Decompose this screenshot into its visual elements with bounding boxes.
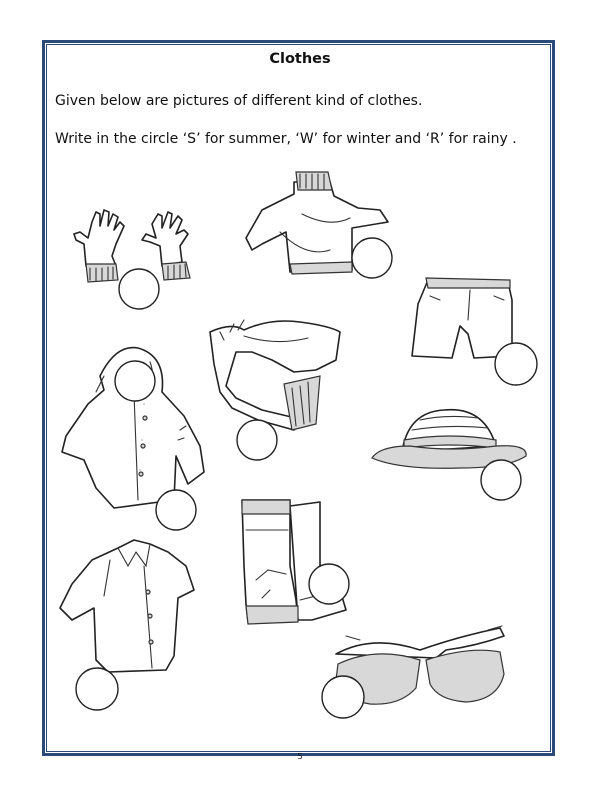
answer-circle-gloves[interactable]: [119, 269, 159, 309]
answer-circle-rain-boots[interactable]: [309, 564, 349, 604]
answer-circle-scarf[interactable]: [237, 420, 277, 460]
answer-circle-raincoat[interactable]: [115, 361, 155, 401]
answer-circle-straw-hat[interactable]: [481, 460, 521, 500]
rain-boots-icon: [242, 500, 346, 624]
page-number: 5: [297, 752, 303, 761]
shorts-icon: [412, 278, 512, 358]
answer-circle-sunglasses[interactable]: [322, 676, 364, 718]
worksheet-title: Clothes: [269, 51, 331, 67]
answer-circle-shorts[interactable]: [495, 343, 537, 385]
instruction-line-1: Given below are pictures of different kind of clothes.: [55, 93, 423, 109]
answer-circle-sweater[interactable]: [352, 238, 392, 278]
scarf-icon: [210, 320, 340, 430]
instruction-line-2: Write in the circle ‘S’ for summer, ‘W’ for winter and ‘R’ for rainy .: [55, 131, 517, 147]
answer-circle-extra[interactable]: [76, 668, 118, 710]
answer-circle-shirt[interactable]: [156, 490, 196, 530]
shirt-icon: [60, 540, 194, 672]
